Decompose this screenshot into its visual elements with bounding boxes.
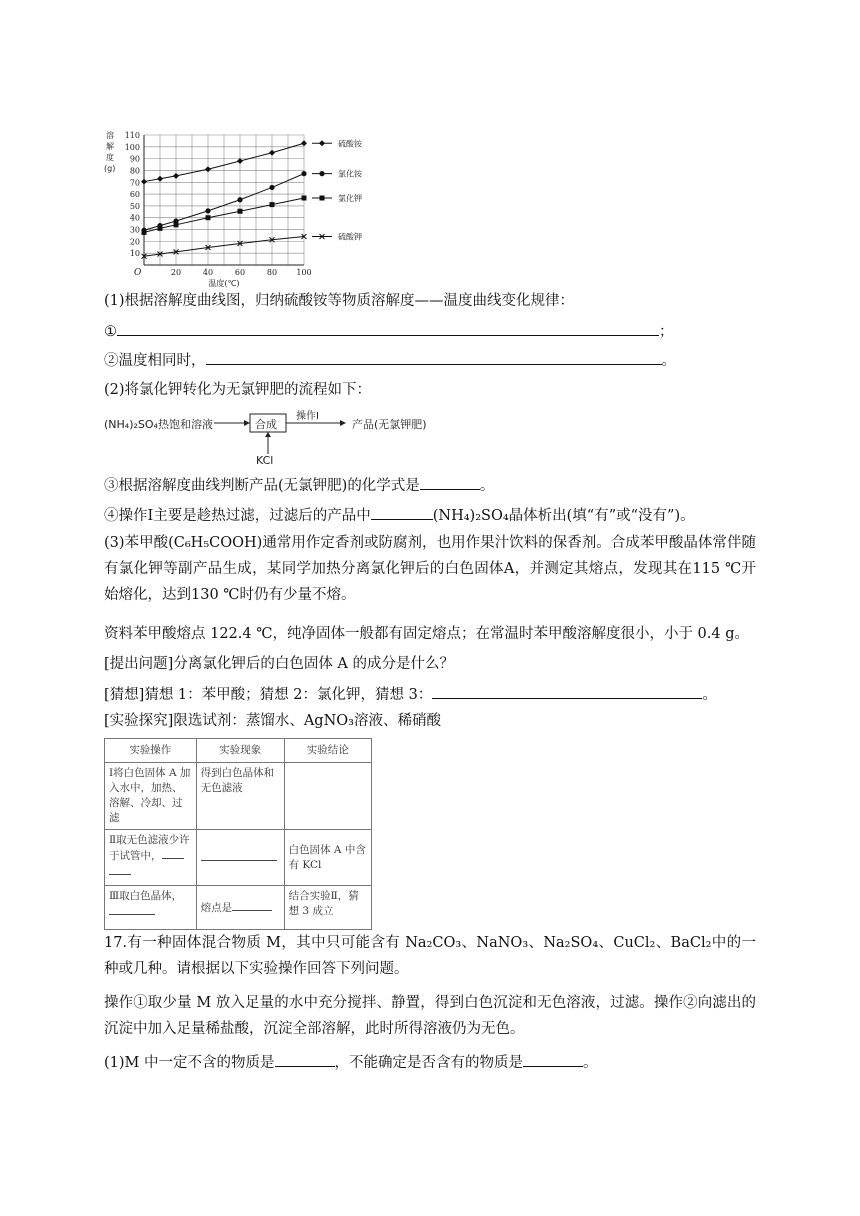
q2-item4-suffix: (NH₄)₂SO₄晶体析出(填“有”或“没有”)。 (432, 508, 695, 524)
y-tick-label: 100 (124, 142, 140, 152)
y-tick-label: 70 (129, 178, 140, 188)
q2-item4 (104, 505, 695, 526)
answer-blank-q2-3[interactable] (420, 475, 480, 490)
table-header: 实验结论 (284, 739, 371, 763)
y-tick-label: 90 (129, 154, 140, 164)
data-point (205, 208, 210, 213)
question-line: [提出问题]分离氯化钾后的白色固体 A 的成分是什么？ (104, 656, 455, 672)
data-point (301, 171, 306, 176)
y-tick-label: 20 (129, 237, 140, 247)
q1-item1-suffix: ； (659, 324, 674, 340)
data-point (301, 140, 307, 146)
legend-label: 氯化钾 (338, 193, 362, 203)
data-point (205, 166, 211, 172)
data-point (157, 176, 163, 182)
x-tick-label: 20 (170, 268, 182, 277)
flow-kcl: KCl (256, 454, 274, 467)
answer-blank-row3-op[interactable] (109, 904, 155, 915)
data-point (142, 230, 147, 235)
answer-blank-row2-phen[interactable] (201, 850, 277, 861)
guess-suffix: 。 (702, 687, 717, 703)
y-tick-label: 110 (124, 131, 140, 140)
y-tick-label: 80 (129, 166, 140, 176)
legend-marker (319, 171, 324, 176)
explore-line: [实验探究]限选试剂：蒸馏水、AgNO₃溶液、稀硝酸 (104, 713, 441, 729)
table-cell (105, 886, 197, 930)
guess-prefix: [猜想]猜想 1：苯甲酸；猜想 2：氯化钾，猜想 3： (104, 687, 433, 703)
experiment-table (104, 738, 372, 930)
table-row (105, 886, 372, 930)
solubility-chart (100, 128, 380, 288)
legend-label: 氯化铵 (338, 169, 362, 179)
q17-1-prefix: (1)M 中一定不含的物质是 (104, 1055, 275, 1071)
q1-item2-suffix: 。 (661, 353, 676, 369)
series-3 (142, 232, 363, 259)
answer-blank-row3-phen[interactable] (232, 900, 272, 911)
flow-product: 产品(无氯钾肥) (352, 418, 427, 431)
data-point (174, 222, 179, 227)
table-header: 实验现象 (196, 739, 284, 763)
guess-line (104, 684, 717, 705)
data-point (158, 226, 163, 231)
table-cell (196, 886, 284, 930)
table-cell: 结合实验Ⅱ，猜想 3 成立 (284, 886, 371, 930)
q2-item3 (104, 475, 494, 496)
table-header: 实验操作 (105, 739, 197, 763)
table-header-row (105, 739, 372, 763)
data-point (141, 179, 147, 185)
answer-blank-q1-2[interactable] (206, 350, 662, 365)
operation-paragraph: 操作①取少量 M 放入足量的水中充分搅拌、静置，得到白色沉淀和无色溶液，过滤。操作②向滤出的沉淀中加入足量稀盐酸，沉淀全部溶解，此时所得溶液仍为无色。 (104, 995, 756, 1037)
legend-label: 硫酸铵 (338, 139, 362, 149)
q17-1-line (104, 1052, 598, 1073)
x-tick-label: 100 (296, 268, 312, 277)
legend-label: 硫酸钾 (338, 232, 362, 242)
q1-item1 (104, 321, 674, 342)
flow-op-label: 操作Ⅰ (296, 411, 319, 422)
table-cell: 白色固体 A 中含有 KCl (284, 830, 371, 886)
series-2 (142, 193, 363, 235)
q2-item3-suffix: 。 (479, 478, 495, 494)
answer-blank-guess3[interactable] (432, 684, 702, 699)
y-tick-label: 60 (129, 190, 140, 200)
q3-paragraph: (3)苯甲酸(C₆H₅COOH)通常用作定香剂或防腐剂，也用作果汁饮料的保香剂。合成苯甲酸晶体常伴随有氯化钾等副产品生成，某同学加热分离氯化钾后的白色固体A，并测定其熔点，发现其在115 ℃开始熔化，达到130 ℃时仍有少量不熔。 (104, 535, 756, 603)
answer-blank-row2-op-a[interactable] (162, 848, 184, 859)
data-point (302, 195, 307, 200)
q1-intro: (1)根据溶解度曲线图，归纳硫酸铵等物质溶解度——温度曲线变化规律： (104, 293, 575, 309)
legend-marker (319, 140, 325, 146)
x-axis-label: 温度(℃) (208, 279, 240, 288)
q2-item4-prefix: ④操作Ⅰ主要是趁热过滤，过滤后的产品中 (104, 508, 371, 524)
y-tick-label: 10 (129, 249, 140, 259)
y-tick-label: 30 (129, 225, 140, 235)
origin-label: O (134, 268, 142, 278)
data-point (206, 215, 211, 220)
table-row (105, 763, 372, 830)
q1-item1-prefix: ① (104, 324, 117, 340)
y-tick-label: 40 (129, 213, 140, 223)
flow-input: (NH₄)₂SO₄热饱和溶液 (104, 418, 213, 431)
series-0 (141, 138, 363, 184)
data-point (269, 185, 274, 190)
q1-item2-prefix: ②温度相同时， (104, 353, 206, 369)
x-tick-label: 80 (266, 268, 278, 277)
data-point (238, 209, 243, 214)
q17-1-mid: ，不能确定是否含有的物质是 (334, 1055, 523, 1071)
q1-item2 (104, 350, 676, 371)
flow-box-label: 合成 (255, 418, 277, 431)
info-line: 资料苯甲酸熔点 122.4 ℃，纯净固体一般都有固定熔点；在常温时苯甲酸溶解度很小，小于 0.4 g。 (104, 626, 750, 642)
q17-1-suffix: 。 (583, 1055, 598, 1071)
data-point (269, 150, 275, 156)
data-point (270, 202, 275, 207)
answer-blank-q1-1[interactable] (117, 321, 659, 336)
data-point (237, 197, 242, 202)
table-cell (196, 830, 284, 886)
x-tick-label: 40 (202, 268, 214, 277)
data-point (173, 173, 179, 179)
table-cell (105, 830, 197, 886)
answer-blank-row2-op-b[interactable] (109, 864, 131, 875)
q2-item3-prefix: ③根据溶解度曲线判断产品(无氯钾肥)的化学式是 (104, 478, 420, 494)
table-cell: 得到白色晶体和无色滤液 (196, 763, 284, 830)
answer-blank-q17-1a[interactable] (275, 1052, 335, 1067)
y-axis-label: 溶解度(g) (104, 131, 116, 173)
q17-paragraph: 17.有一种固体混合物质 M，其中只可能含有 Na₂CO₃、NaNO₃、Na₂SO₄、CuCl₂、BaCl₂中的一种或几种。请根据以下实验操作回答下列问题。 (104, 935, 756, 977)
y-tick-label: 50 (129, 201, 140, 211)
flow-diagram (104, 410, 464, 470)
table-row (105, 830, 372, 886)
answer-blank-q17-1b[interactable] (523, 1052, 583, 1067)
legend-marker (320, 195, 325, 200)
chart-series (141, 138, 363, 258)
row3-op-text: Ⅲ取白色晶体， (109, 890, 183, 902)
table-cell (284, 763, 371, 830)
row2-op-text: Ⅱ取无色滤液少许于试管中， (109, 834, 190, 862)
row3-phen-text: 熔点是 (200, 901, 233, 914)
x-tick-label: 60 (234, 268, 246, 277)
table-cell: Ⅰ将白色固体 A 加入水中，加热、溶解、冷却、过滤 (105, 763, 197, 830)
answer-blank-q2-4[interactable] (371, 505, 433, 520)
q2-intro: (2)将氯化钾转化为无氯钾肥的流程如下： (104, 382, 372, 398)
